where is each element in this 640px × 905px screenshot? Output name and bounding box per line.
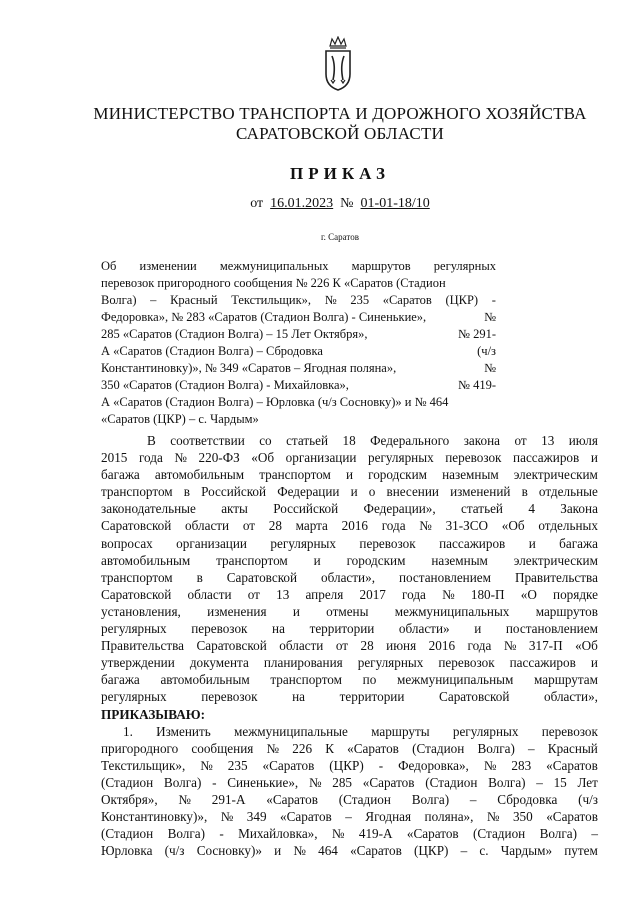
body-word: (ЦКР)	[414, 843, 449, 859]
body-line	[101, 535, 598, 552]
body-word: перевозок	[445, 450, 502, 466]
body-line	[101, 808, 598, 825]
body-line	[101, 688, 598, 705]
body-line	[101, 432, 598, 449]
body-word: Волга)	[488, 774, 526, 790]
body-word: 419-А	[358, 826, 393, 842]
body-line	[101, 466, 598, 483]
body-word: –	[536, 774, 543, 790]
body-word: 13	[541, 433, 555, 448]
body-word: марта	[295, 518, 328, 534]
subject-word: Об	[101, 259, 117, 273]
body-word: регулярных	[101, 621, 167, 637]
body-word: и	[313, 552, 321, 568]
body-word: автомобильным	[101, 552, 191, 568]
body-word: области	[279, 638, 324, 654]
body-word: автомобильным	[154, 467, 245, 483]
body-word: в	[521, 484, 528, 500]
subject-word: 350 «Саратов (Стадион Волга) - Михайловка»,	[101, 378, 349, 392]
body-word: 226	[292, 740, 313, 756]
body-word: Красный	[547, 740, 598, 756]
body-word: 235	[227, 757, 248, 773]
body-word: области	[185, 518, 230, 534]
body-word: закона	[463, 433, 501, 448]
subject-word: (ЦКР)	[445, 293, 479, 307]
body-word: №	[220, 809, 234, 825]
body-word: (Стадион	[425, 774, 478, 790]
document-title: ПРИКАЗ	[290, 164, 390, 183]
body-word: Юрловка	[101, 843, 153, 859]
subject-word: 235	[350, 293, 370, 307]
body-line	[101, 791, 598, 808]
body-word: 291-А	[211, 791, 246, 807]
body-word: и	[350, 484, 358, 500]
subject-word: №	[484, 310, 496, 324]
subject-word: «Саратов	[382, 293, 432, 307]
body-word: (ч/з	[164, 843, 185, 859]
body-word: Михайловка»,	[238, 826, 318, 842]
body-word: наземным	[442, 467, 499, 483]
body-word: 4	[528, 501, 535, 517]
body-line	[101, 774, 598, 791]
body-word: –	[469, 791, 477, 807]
body-word: области»,	[544, 689, 598, 705]
body-word: территории	[339, 689, 405, 705]
subject-line	[101, 292, 496, 309]
subject-line	[101, 394, 496, 411]
body-word: транспортом	[259, 467, 331, 483]
body-word: Чардым»	[500, 843, 553, 859]
body-word: городским	[368, 467, 427, 483]
subject-word: изменении	[139, 259, 197, 273]
body-word: 15	[553, 774, 567, 790]
body-word: с.	[479, 843, 489, 859]
body-word: -	[212, 774, 217, 790]
body-word: Российской	[201, 484, 267, 500]
body-line	[101, 500, 598, 517]
body-word: и	[274, 843, 282, 859]
body-word: пассажиров	[513, 450, 580, 466]
body-word: 28	[360, 638, 374, 654]
body-word: №	[266, 740, 280, 756]
body-word: отдельные	[538, 484, 598, 500]
body-word: городским	[346, 552, 406, 568]
body-word: 31-ЗСО	[445, 518, 489, 534]
body-word: «Саратов	[546, 757, 598, 773]
body-word: и	[528, 535, 536, 551]
body-line	[101, 620, 598, 637]
date-number-line	[60, 196, 620, 212]
subject-word: регулярных	[433, 259, 496, 273]
body-word: перевозок	[191, 621, 248, 637]
body-word: Волга)	[167, 826, 206, 842]
body-word: регулярных	[270, 535, 337, 551]
body-word: о	[368, 484, 376, 500]
body-word: и	[590, 450, 598, 466]
body-word: (Стадион	[412, 740, 465, 756]
body-word: (ч/з	[578, 791, 598, 807]
body-word: регулярных	[357, 655, 424, 671]
body-word: Синенькие»,	[227, 774, 299, 790]
ministry-line-2: САРАТОВСКОЙ ОБЛАСТИ	[235, 124, 445, 143]
body-line	[101, 706, 598, 723]
body-line	[101, 586, 598, 603]
body-word: «Саратов	[406, 826, 459, 842]
body-word: законодательные	[101, 501, 196, 517]
body-word: изменений	[450, 484, 511, 500]
body-word: 2017	[359, 586, 386, 602]
body-word: 285	[332, 774, 353, 790]
body-word: территории	[309, 621, 375, 637]
subject-line	[101, 411, 496, 428]
body-word: перевозок	[438, 655, 495, 671]
body-word: документа	[189, 655, 249, 671]
body-word: от	[242, 518, 256, 534]
subject-word: -	[491, 293, 496, 307]
body-word: организации	[176, 535, 247, 551]
body-word: Октября»,	[101, 791, 158, 807]
body-line	[101, 723, 598, 740]
body-word: 2016	[341, 518, 368, 534]
body-word: пассажиров	[439, 535, 506, 551]
body-word: года	[467, 638, 492, 654]
body-word: 18	[342, 433, 356, 448]
subject-word: № 291-	[458, 327, 496, 341]
body-word: Саратовской	[101, 586, 172, 602]
body-word: Саратовской	[439, 689, 510, 705]
body-word: постановлением	[505, 621, 598, 637]
subject-block	[101, 258, 496, 428]
city-name: г. Саратов	[321, 232, 359, 242]
subject-word: Константиновку)», № 349 «Саратов – Ягодная поляна»,	[101, 361, 397, 375]
ministry-name	[60, 104, 620, 144]
body-word: (Стадион	[101, 774, 154, 790]
body-word: маршрутам	[534, 672, 598, 688]
body-word: №	[442, 586, 455, 602]
ministry-line-1: МИНИСТЕРСТВО ТРАНСПОРТА И ДОРОЖНОГО ХОЗЯЙСТВА	[93, 104, 587, 123]
body-word: транспортом	[101, 484, 173, 500]
body-line	[101, 654, 598, 671]
body-text	[101, 432, 598, 859]
body-word: Ягодная	[365, 809, 412, 825]
body-word: маршруты	[371, 723, 430, 739]
body-word: постановлением	[398, 569, 491, 585]
body-word: №	[486, 809, 500, 825]
body-word: -	[219, 826, 224, 842]
body-word: 349	[246, 809, 267, 825]
body-word: транспортом	[216, 552, 288, 568]
body-word: Федерации»,	[363, 501, 436, 517]
body-word: Волга)	[411, 791, 450, 807]
body-word: межмуниципальным	[396, 672, 514, 688]
body-line	[101, 825, 598, 842]
body-word: 28	[268, 518, 282, 534]
body-word: по	[362, 672, 377, 688]
body-word: Закона	[560, 501, 598, 517]
body-word: «Саратов	[347, 740, 399, 756]
date-prefix: от	[250, 196, 264, 211]
subject-line	[101, 309, 496, 326]
body-word: –	[460, 843, 468, 859]
body-word: ПРИКАЗЫВАЮ:	[101, 706, 205, 722]
subject-word: Текстильщик»,	[231, 293, 312, 307]
body-word: транспортом	[270, 672, 342, 688]
body-word: регулярных	[368, 450, 434, 466]
body-word: статьей	[286, 433, 329, 448]
body-word: и	[345, 467, 354, 483]
body-line	[101, 483, 598, 500]
body-word: багажа	[101, 467, 140, 483]
body-word: Волга)	[539, 826, 578, 842]
subject-line	[101, 343, 496, 360]
body-word: «Саратов	[262, 757, 315, 773]
body-word: 220-ФЗ	[198, 450, 240, 466]
body-word: автомобильным	[160, 672, 250, 688]
body-line	[101, 757, 598, 774]
subject-word: А «Саратов (Стадион Волга) – Сбродовка	[101, 344, 323, 358]
body-word: организации	[285, 450, 357, 466]
body-word: №	[419, 518, 432, 534]
body-word: межмуниципальных	[394, 603, 510, 619]
subject-word: (ч/з	[477, 344, 496, 358]
body-word: багажа	[559, 535, 598, 551]
subject-word: №	[484, 361, 496, 375]
body-word: (Стадион	[338, 791, 391, 807]
body-word: от	[514, 433, 527, 448]
body-word: «Об	[501, 518, 525, 534]
body-word: от	[247, 586, 260, 602]
body-word: №	[308, 774, 322, 790]
subject-word: «Саратов (ЦКР) – с. Чардым»	[101, 412, 259, 426]
body-word: изменения	[207, 603, 267, 619]
subject-line	[101, 377, 496, 394]
body-word: электрическим	[513, 552, 598, 568]
body-word: внесении	[386, 484, 439, 500]
body-line	[101, 842, 598, 859]
body-word: маршрутов	[535, 603, 598, 619]
subject-word: межмуниципальных	[219, 259, 329, 273]
subject-word: Федоровка», № 283 «Саратов (Стадион Волга) - Синенькие»,	[101, 310, 427, 324]
body-word: наземным	[431, 552, 488, 568]
body-word: –	[591, 826, 598, 842]
body-word: пассажиров	[509, 655, 576, 671]
body-word: –	[528, 740, 535, 756]
body-word: на	[292, 689, 306, 705]
body-word: №	[503, 638, 517, 654]
body-word: в	[183, 484, 190, 500]
body-word: года	[138, 450, 163, 466]
body-word: –	[345, 809, 352, 825]
subject-line	[101, 326, 496, 343]
document-number: 01-01-18/10	[360, 196, 430, 211]
body-word: и	[590, 655, 598, 671]
body-line	[101, 637, 598, 654]
coat-of-arms-icon	[318, 36, 358, 92]
body-word: -	[378, 757, 384, 773]
body-word: «Об	[575, 638, 598, 654]
body-word: 2016	[428, 638, 456, 654]
body-word: Сбродовка	[497, 791, 558, 807]
subject-word: маршрутов	[351, 259, 411, 273]
subject-line	[101, 360, 496, 377]
body-word: №	[293, 843, 306, 859]
body-word: от	[335, 638, 349, 654]
subject-word: 285 «Саратов (Стадион Волга) – 15 Лет Октября»,	[101, 327, 368, 341]
body-word: «О	[520, 586, 537, 602]
body-word: №	[174, 450, 187, 466]
subject-word: –	[150, 293, 157, 307]
body-word: «Саратов	[350, 843, 402, 859]
body-word: апреля	[305, 586, 344, 602]
body-word: №	[331, 826, 345, 842]
body-word: Изменить	[156, 723, 211, 739]
body-word: области	[187, 586, 232, 602]
body-word: регулярных	[101, 689, 167, 705]
subject-line	[101, 275, 496, 292]
body-word: электрическим	[513, 467, 598, 483]
body-word: Константиновку)»,	[101, 809, 208, 825]
body-word: на	[272, 621, 285, 637]
body-word: июля	[568, 433, 598, 448]
body-word: 350	[512, 809, 533, 825]
body-word: сообщения	[191, 740, 254, 756]
body-word: 180-П	[470, 586, 505, 602]
body-word: отмены	[326, 603, 369, 619]
body-word: 283	[511, 757, 532, 773]
body-word: Сосновку)»	[196, 843, 262, 859]
body-word: Саратовской	[196, 638, 267, 654]
body-word: «Саратов	[362, 774, 415, 790]
body-word: перевозок	[541, 723, 598, 739]
body-word: 13	[276, 586, 290, 602]
body-word: «Саратов	[266, 791, 318, 807]
body-word: Федерации	[277, 484, 340, 500]
body-word: Правительства	[514, 569, 598, 585]
body-line	[101, 517, 598, 534]
body-word: №	[200, 757, 213, 773]
body-word: и	[474, 621, 482, 637]
body-word: области»,	[321, 569, 375, 585]
subject-word: перевозок пригородного сообщения № 226 К «Саратов (Стадион	[101, 276, 446, 290]
subject-line	[101, 258, 496, 275]
body-word: года	[381, 518, 406, 534]
body-word: июня	[386, 638, 417, 654]
body-word: планирования	[263, 655, 343, 671]
document-date: 16.01.2023	[270, 196, 334, 211]
body-word: «Саратов	[546, 809, 598, 825]
body-word: перевозок	[201, 689, 258, 705]
body-line	[101, 740, 598, 757]
body-word: акты	[221, 501, 248, 517]
body-word: статьей	[461, 501, 503, 517]
body-word: межмуниципальные	[234, 723, 348, 739]
subject-word: Красный	[170, 293, 218, 307]
body-line	[101, 569, 598, 586]
body-word: установления,	[101, 603, 181, 619]
body-word: области»	[398, 621, 450, 637]
body-word: Саратовской	[226, 569, 298, 585]
body-word: Саратовской	[101, 518, 172, 534]
body-word: багажа	[101, 672, 140, 688]
body-word: (Стадион	[101, 826, 154, 842]
body-word: 2015	[101, 450, 128, 466]
body-word: года	[402, 586, 426, 602]
body-word: «Об	[251, 450, 275, 466]
body-word: №	[178, 791, 192, 807]
body-word: 464	[318, 843, 338, 859]
body-word: поляна»,	[424, 809, 474, 825]
body-word: Федоровка»,	[398, 757, 469, 773]
body-line	[101, 552, 598, 569]
subject-word: № 419-	[458, 378, 496, 392]
body-word: В	[147, 433, 156, 448]
subject-word: №	[324, 293, 337, 307]
body-word: утверждении	[101, 655, 175, 671]
body-line	[101, 671, 598, 688]
body-word: соответствии	[170, 433, 245, 448]
body-line	[101, 449, 598, 466]
subject-word: А «Саратов (Стадион Волга) – Юрловка (ч/з Сосновку)» и № 464	[101, 395, 449, 409]
body-word: регулярных	[452, 723, 519, 739]
body-word: Волга)	[477, 740, 515, 756]
body-word: в	[196, 569, 203, 585]
body-word: вопросах	[101, 535, 153, 551]
body-word: Лет	[577, 774, 598, 790]
body-word: «Саратов	[280, 809, 332, 825]
body-word: Правительства	[101, 638, 184, 654]
body-word: Российской	[273, 501, 339, 517]
body-word: Текстильщик»,	[101, 757, 186, 773]
body-word: и	[292, 603, 300, 619]
body-word: со	[259, 433, 272, 448]
subject-word: Волга)	[101, 293, 137, 307]
number-sign: №	[340, 196, 354, 211]
body-word: порядке	[553, 586, 598, 602]
body-word: отдельных	[538, 518, 598, 534]
body-word: перевозок	[359, 535, 416, 551]
body-word: №	[483, 757, 497, 773]
body-word: (ЦКР)	[329, 757, 364, 773]
body-line	[101, 603, 598, 620]
body-word: 1.	[123, 723, 133, 739]
body-word: пригородного	[101, 740, 179, 756]
body-word: К	[325, 740, 334, 756]
body-word: Волга)	[163, 774, 202, 790]
body-word: (Стадион	[473, 826, 526, 842]
body-word: путем	[564, 843, 598, 859]
body-word: транспортом	[101, 569, 173, 585]
body-word: 317-П	[528, 638, 563, 654]
body-word: Федерального	[370, 433, 450, 448]
